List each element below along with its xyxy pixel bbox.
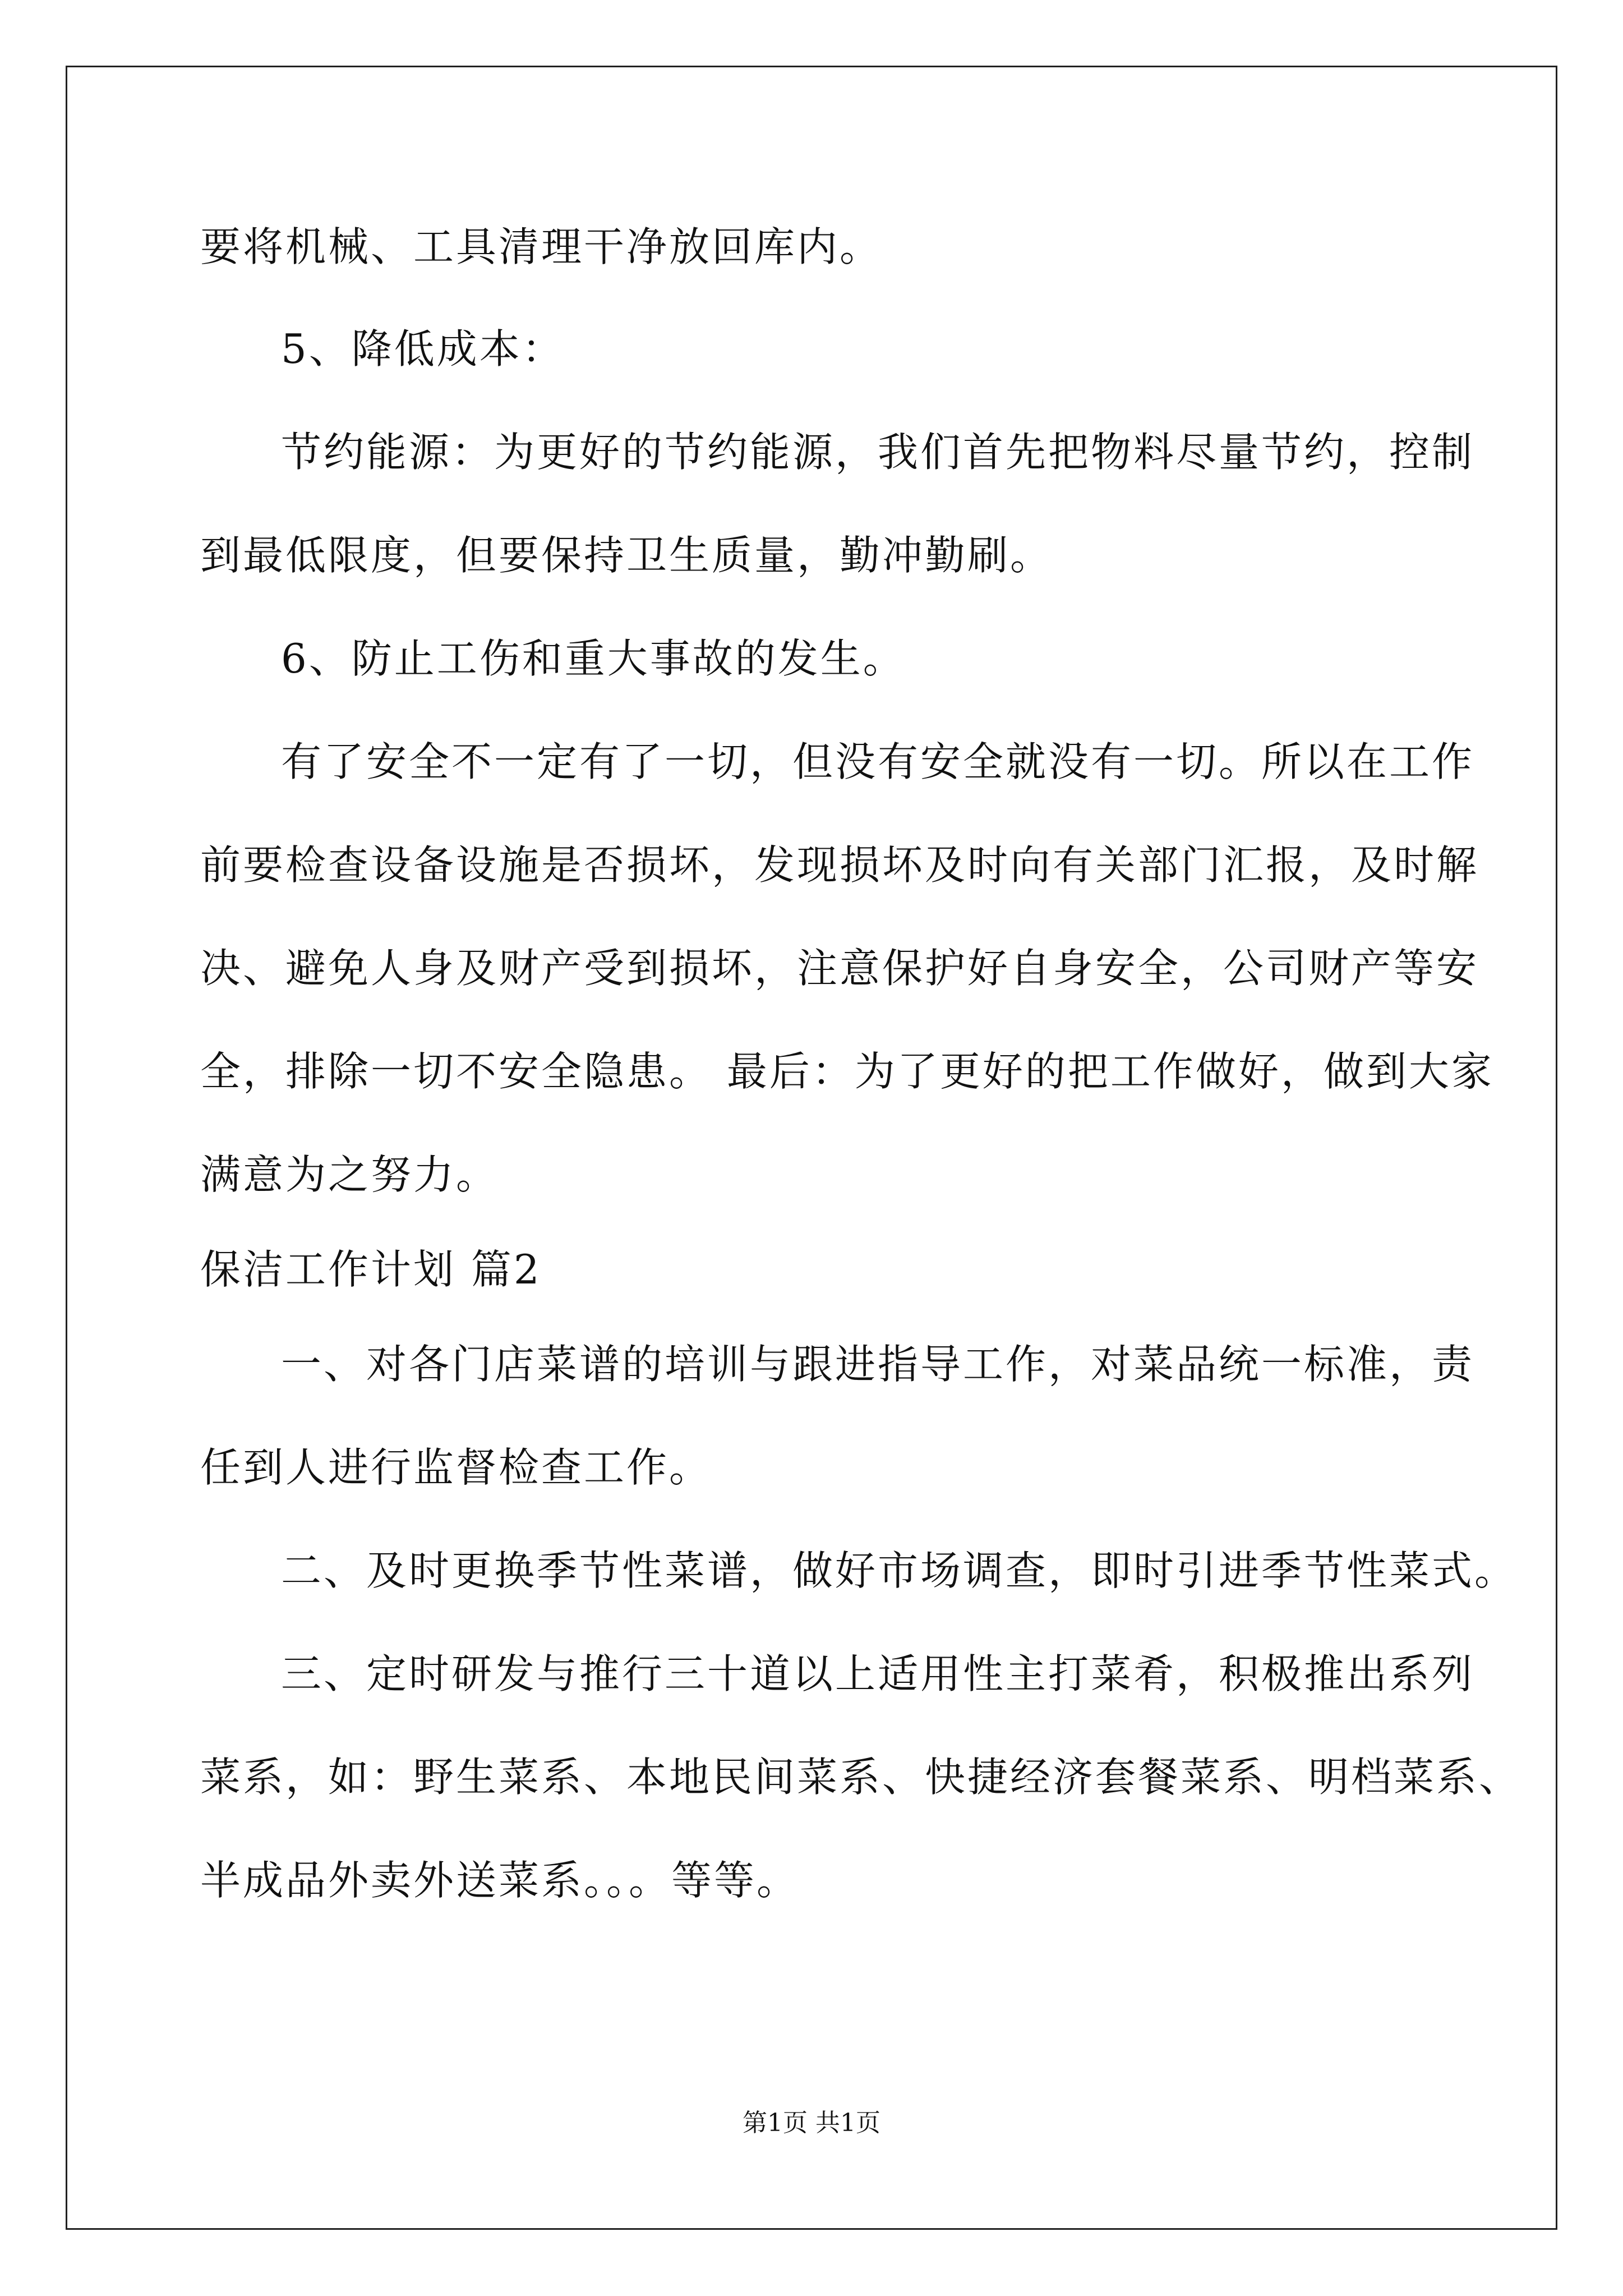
article-heading: 保洁工作计划 篇2 (200, 1246, 542, 1293)
body-line: 全，排除一切不安全隐患。 最后：为了更好的把工作做好，做到大家 (200, 1048, 1494, 1095)
body-line: 任到人进行监督检查工作。 (200, 1444, 712, 1491)
page-footer: 第1页 共1页 (743, 2109, 880, 2137)
body-line: 半成品外卖外送菜系。。。等等。 (200, 1857, 800, 1904)
body-line: 二、及时更换季节性菜谱，做好市场调查，即时引进季节性菜式。 (281, 1547, 1518, 1594)
body-line: 要将机械、工具清理干净放回库内。 (200, 223, 883, 270)
body-line: 决、避免人身及财产受到损坏，注意保护好自身安全，公司财产等安 (200, 945, 1479, 992)
body-line: 前要检查设备设施是否损坏，发现损坏及时向有关部门汇报，及时解 (200, 841, 1479, 889)
body-line: 菜系，如：野生菜系、本地民间菜系、快捷经济套餐菜系、明档菜系、 (200, 1754, 1522, 1801)
body-line: 到最低限度，但要保持卫生质量，勤冲勤刷。 (200, 532, 1053, 579)
body-line: 三、定时研发与推行三十道以上适用性主打菜肴，积极推出系列 (281, 1650, 1475, 1697)
body-line: 一、对各门店菜谱的培训与跟进指导工作，对菜品统一标准，责 (281, 1341, 1475, 1388)
section-heading-5: 5、降低成本： (281, 325, 565, 372)
body-line: 有了安全不一定有了一切，但没有安全就没有一切。所以在工作 (281, 738, 1475, 785)
body-line: 节约能源：为更好的节约能源，我们首先把物料尽量节约，控制 (281, 429, 1475, 476)
section-heading-6: 6、防止工伤和重大事故的发生。 (281, 635, 906, 682)
body-line: 满意为之努力。 (200, 1151, 499, 1198)
